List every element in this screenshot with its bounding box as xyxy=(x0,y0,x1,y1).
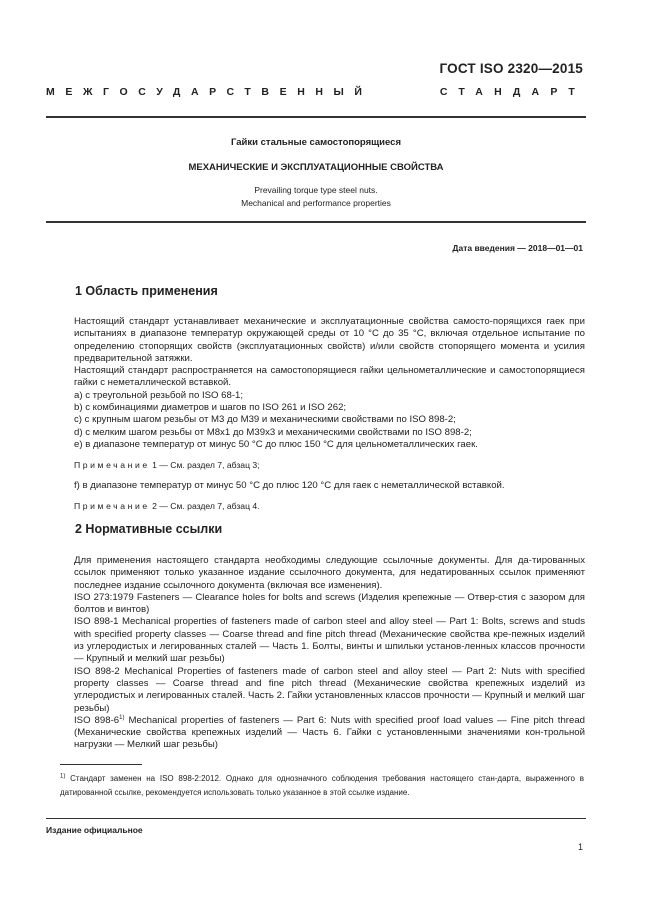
footer-rule xyxy=(46,818,586,819)
section-1-paragraph-1: Настоящий стандарт устанавливает механические и эксплуатационные свойства самосто-порящихся гаек при испытаниях в диапазоне температур окружающей среды от 10 °С до 35 °С, включая отдельное испытание по определению стопорящих свойств (эксплуатационных свойств) и/или свойств стопорящего момента и усилия предварительной затяжки. xyxy=(74,316,585,364)
note-1 xyxy=(74,459,585,471)
standard-code: ГОСТ ISO 2320—2015 xyxy=(439,61,583,76)
reference-iso-273: ISO 273:1979 Fasteners — Clearance holes for bolts and screws (Изделия крепежные — Отвер-стия с зазором для болтов и винтов) xyxy=(74,591,585,616)
top-rule xyxy=(46,116,586,118)
section-1-heading: 1 Область применения xyxy=(75,284,218,298)
title-russian-small: Гайки стальные самостопорящиеся xyxy=(231,137,401,148)
page-number: 1 xyxy=(577,842,583,852)
note-1-text: 1 — См. раздел 7, абзац 3; xyxy=(149,460,260,471)
title-russian-main: МЕХАНИЧЕСКИЕ И ЭКСПЛУАТАЦИОННЫЕ СВОЙСТВА xyxy=(188,162,444,173)
reference-iso-898-6-text: Mechanical properties of fasteners — Part 6: Nuts with specified proof load values — Fine pitch thread (Механические свойства крепежных изделий — Часть 6. Гайки с установленными значениями кон-трольной нагрузки — Мелкий шаг резьбы) xyxy=(74,714,586,751)
list-item-b: b) с комбинациями диаметров и шагов по ISO 261 и ISO 262; xyxy=(74,402,347,414)
footnote-rule xyxy=(60,764,142,765)
list-item-c: c) с крупным шагом резьбы от М3 до М39 и механическими свойствами по ISO 898-2; xyxy=(74,414,456,426)
list-item-d: d) с мелким шагом резьбы от М8х1 до М39х3 и механическими свойствами по ISO 898-2; xyxy=(74,426,472,438)
reference-iso-898-6 xyxy=(74,715,585,752)
reference-iso-898-2: ISO 898-2 Mechanical Properties of fasteners made of carbon steel and alloy steel — Part 2: Nuts with specified property classes — Coarse thread and fine pitch thread (Механические свойства крепежных изделий из углеродистых и легированных сталей. Часть 2. Гайки установленных классов прочности — Крупный и мелкий шаг резьбы) xyxy=(74,665,585,714)
introduction-date: Дата введения — 2018—01—01 xyxy=(452,243,583,253)
footnote-marker: 1) xyxy=(119,714,125,721)
reference-iso-898-6-code: ISO 898-6 xyxy=(74,714,120,726)
reference-iso-898-1: ISO 898-1 Mechanical properties of fasteners made of carbon steel and alloy steel — Part 1: Bolts, screws and studs with specified property classes — Coarse thread and fine pitch thread (Механические свойства кре-пежных изделий из углеродистых и легированных сталей — Часть 1. Болты, винты и шпильки установ-ленных классов прочности — Крупный и мелкий шаг резьбы) xyxy=(74,616,585,665)
title-english xyxy=(46,184,586,210)
banner-word-1: МЕЖГОСУДАРСТВЕННЫЙ xyxy=(46,86,373,98)
section-2-paragraph-1: Для применения настоящего стандарта необходимы следующие ссылочные документы. Для да-тированных ссылок применяют только указанное издание ссылочного документа, для недатированных ссылок применяют последнее издание ссылочного документа (включая все изменения). xyxy=(74,555,585,591)
official-edition-label: Издание официальное xyxy=(46,825,143,835)
interstate-standard-banner xyxy=(46,86,586,98)
note-2-label: Примечание xyxy=(74,500,150,511)
title-english-line-2: Mechanical and performance properties xyxy=(241,198,391,208)
section-2-heading: 2 Нормативные ссылки xyxy=(75,522,223,536)
note-2-text: 2 — См. раздел 7, абзац 4. xyxy=(149,500,260,511)
section-1-paragraph-2: Настоящий стандарт распространяется на самостопорящиеся гайки цельнометаллические и самостопорящиеся гайки с неметаллической вставкой. xyxy=(74,365,585,389)
list-item-f: f) в диапазоне температур от минус 50 °С до плюс 120 °С для гаек с неметаллической вставкой. xyxy=(74,479,505,491)
section-2-body xyxy=(74,555,585,752)
footnote xyxy=(60,772,584,800)
note-2 xyxy=(74,500,585,512)
section-1-body xyxy=(74,316,585,512)
list-item-e: e) в диапазоне температур от минус 50 °С до плюс 150 °С для цельнометаллических гаек. xyxy=(74,438,478,450)
footnote-mark: 1) xyxy=(60,773,66,780)
title-bottom-rule xyxy=(46,221,586,223)
note-1-label: Примечание xyxy=(74,460,150,471)
banner-word-2: СТАНДАРТ xyxy=(439,86,586,98)
footnote-text: Стандарт заменен на ISO 898-2:2012. Однако для однозначного соблюдения требования настоящего стан-дарта, выраженного в датированной ссылке, рекомендуется использовать только указанное в этой ссылке издание. xyxy=(60,774,584,797)
list-item-a: a) с треугольной резьбой по ISO 68-1; xyxy=(74,389,244,401)
title-english-line-1: Prevailing torque type steel nuts. xyxy=(254,185,378,195)
